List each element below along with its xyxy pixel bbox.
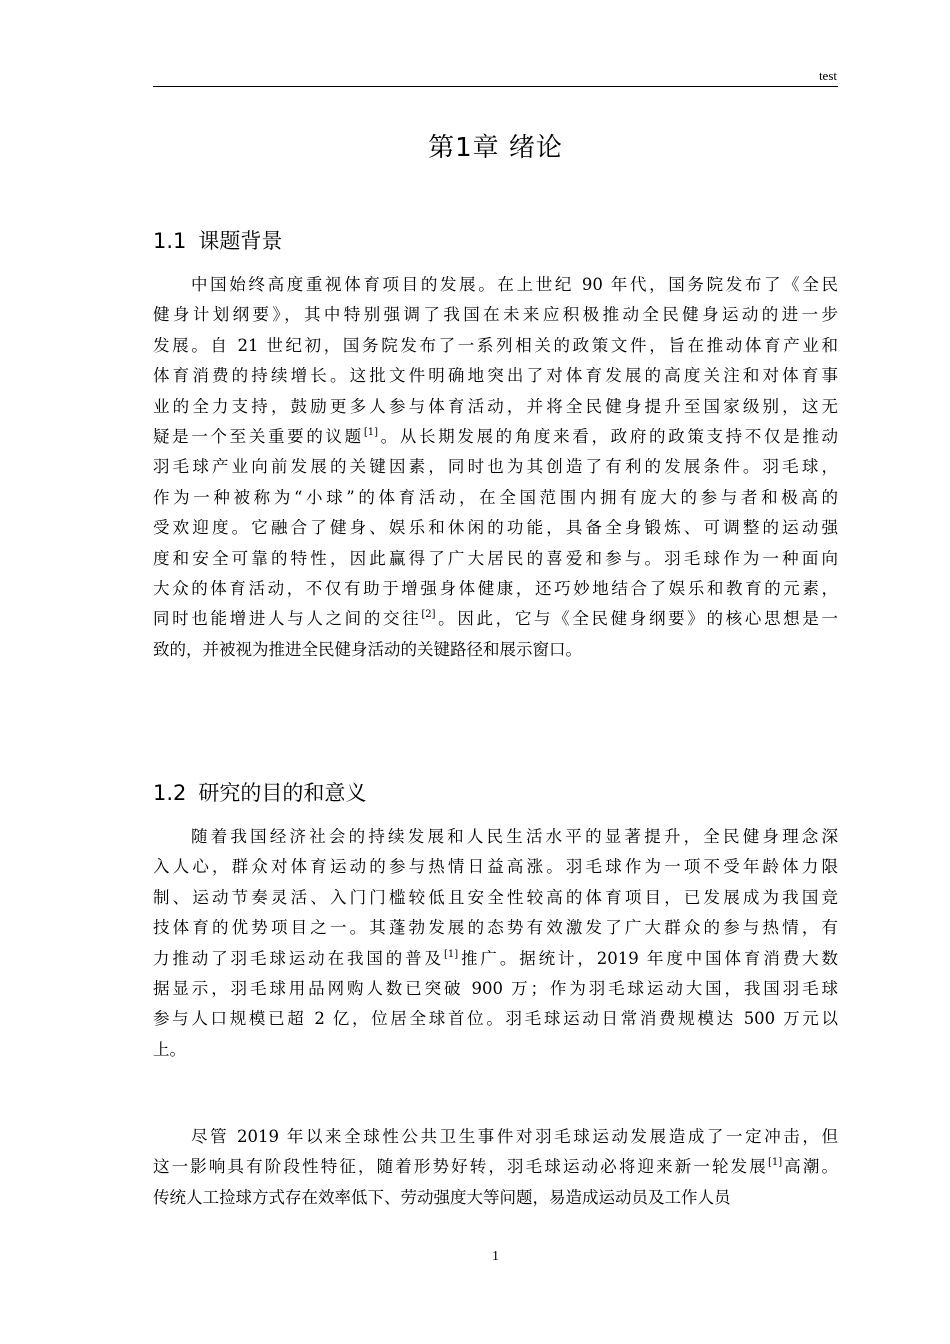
text-run: 受欢迎度。它融合了健身、娱乐和休闲的功能，具备全身锻炼、可调整的运动强	[153, 518, 838, 538]
text-run: 健身计划纲要》，其中特别强调了我国在未来应积极推动全民健身运动的进一步	[153, 305, 838, 325]
text-line	[153, 974, 838, 1004]
text-run: 制、运动节奏灵活、入门门槛较低且安全性较高的体育项目，已发展成为我国竞	[153, 887, 838, 907]
header-rule	[153, 86, 838, 87]
text-run: 技体育的优势项目之一。其蓬勃发展的态势有效激发了广大群众的参与热情，有	[153, 918, 838, 938]
text-run: 度和安全可靠的特性，因此赢得了广大居民的喜爱和参与。羽毛球作为一种面向	[153, 548, 838, 568]
text-run: 业的全力支持，鼓励更多人参与体育活动，并将全民健身提升至国家级别，这无	[153, 396, 838, 416]
text-run: 推广。据统计，2019 年度中国体育消费大数	[458, 948, 838, 968]
text-run: 。因此，它与《全民健身纲要》的核心思想是一	[435, 609, 838, 629]
text-line	[153, 422, 838, 452]
citation-marker: [2]	[421, 609, 436, 621]
paragraph-purpose-1	[153, 822, 838, 1065]
citation-marker: [1]	[363, 426, 379, 438]
text-line	[153, 300, 838, 330]
section-number: 1.1	[153, 229, 187, 253]
section-title: 研究的目的和意义	[198, 781, 367, 805]
text-run: 羽毛球产业向前发展的关键因素，同时也为其创造了有利的发展条件。羽毛球，	[153, 457, 838, 477]
text-line	[153, 270, 838, 300]
text-run: 这一影响具有阶段性特征，随着形势好转，羽毛球运动必将迎来新一轮发展	[153, 1157, 768, 1177]
text-run: 疑是一个至关重要的议题	[153, 426, 364, 446]
text-run: 同时也能增进人与人之间的交往	[153, 609, 422, 629]
text-run: 发展。自 21 世纪初，国务院发布了一系列相关的政策文件，旨在推动体育产业和	[153, 335, 838, 355]
section-number: 1.2	[153, 781, 187, 805]
text-run: 中国始终高度重视体育项目的发展。在上世纪 90 年代，国务院发布了《全民	[191, 275, 838, 294]
running-header: test	[818, 68, 837, 83]
text-line	[153, 1035, 838, 1065]
chapter-title: 第1章 绪论	[428, 133, 563, 163]
text-run: 上。	[153, 1039, 186, 1059]
citation-marker: [1]	[767, 1157, 783, 1169]
text-run: 据显示，羽毛球用品网购人数已突破 900 万；作为羽毛球运动大国，我国羽毛球	[153, 978, 838, 998]
text-line	[153, 331, 838, 361]
text-run: 体育消费的持续增长。这批文件明确地突出了对体育发展的高度关注和对体育事	[153, 366, 838, 386]
text-run: 尽管 2019 年以来全球性公共卫生事件对羽毛球运动发展造成了一定冲击，但	[191, 1127, 838, 1146]
page-number: 1	[492, 1249, 499, 1264]
text-line	[153, 604, 838, 634]
section-title: 课题背景	[198, 229, 283, 253]
text-line	[153, 544, 838, 574]
text-run: 参与人口规模已超 2 亿，位居全球首位。羽毛球运动日常消费规模达 500 万元以	[153, 1009, 838, 1029]
text-line	[153, 913, 838, 943]
paragraph-background	[153, 270, 838, 665]
text-run: 随着我国经济社会的持续发展和人民生活水平的显著提升，全民健身理念深	[191, 827, 838, 846]
text-run: 致的，并被视为推进全民健身活动的关键路径和展示窗口。	[153, 639, 582, 659]
text-line	[153, 392, 838, 422]
text-line	[153, 1152, 838, 1182]
text-line	[153, 944, 838, 974]
text-run: 大众的体育活动，不仅有助于增强身体健康，还巧妙地结合了娱乐和教育的元素，	[153, 578, 838, 598]
text-run: 作为一种被称为“小球”的体育活动，在全国范围内拥有庞大的参与者和极高的	[153, 487, 838, 507]
text-line	[153, 635, 838, 665]
text-run: 传统人工捡球方式存在效率低下、劳动强度大等问题，易造成运动员及工作人员	[153, 1187, 731, 1207]
text-line	[153, 361, 838, 391]
section-heading-1-2	[153, 778, 366, 808]
paragraph-purpose-2	[153, 1122, 838, 1213]
text-line	[153, 574, 838, 604]
text-run: 入人心，群众对体育运动的参与热情日益高涨。羽毛球作为一项不受年龄体力限	[153, 857, 838, 877]
section-heading-1-1	[153, 226, 282, 256]
text-line	[153, 883, 838, 913]
text-line	[153, 852, 838, 882]
text-line	[153, 1004, 838, 1034]
citation-marker: [1]	[443, 948, 459, 960]
text-run: 力推动了羽毛球运动在我国的普及	[153, 948, 444, 968]
text-line	[153, 452, 838, 482]
text-run: 。从长期发展的角度来看，政府的政策支持不仅是推动	[378, 426, 838, 446]
text-line	[153, 822, 838, 852]
text-line	[153, 1122, 838, 1152]
text-run: 高潮。	[782, 1157, 838, 1177]
text-line	[153, 513, 838, 543]
text-line	[153, 483, 838, 513]
text-line	[153, 1183, 838, 1213]
